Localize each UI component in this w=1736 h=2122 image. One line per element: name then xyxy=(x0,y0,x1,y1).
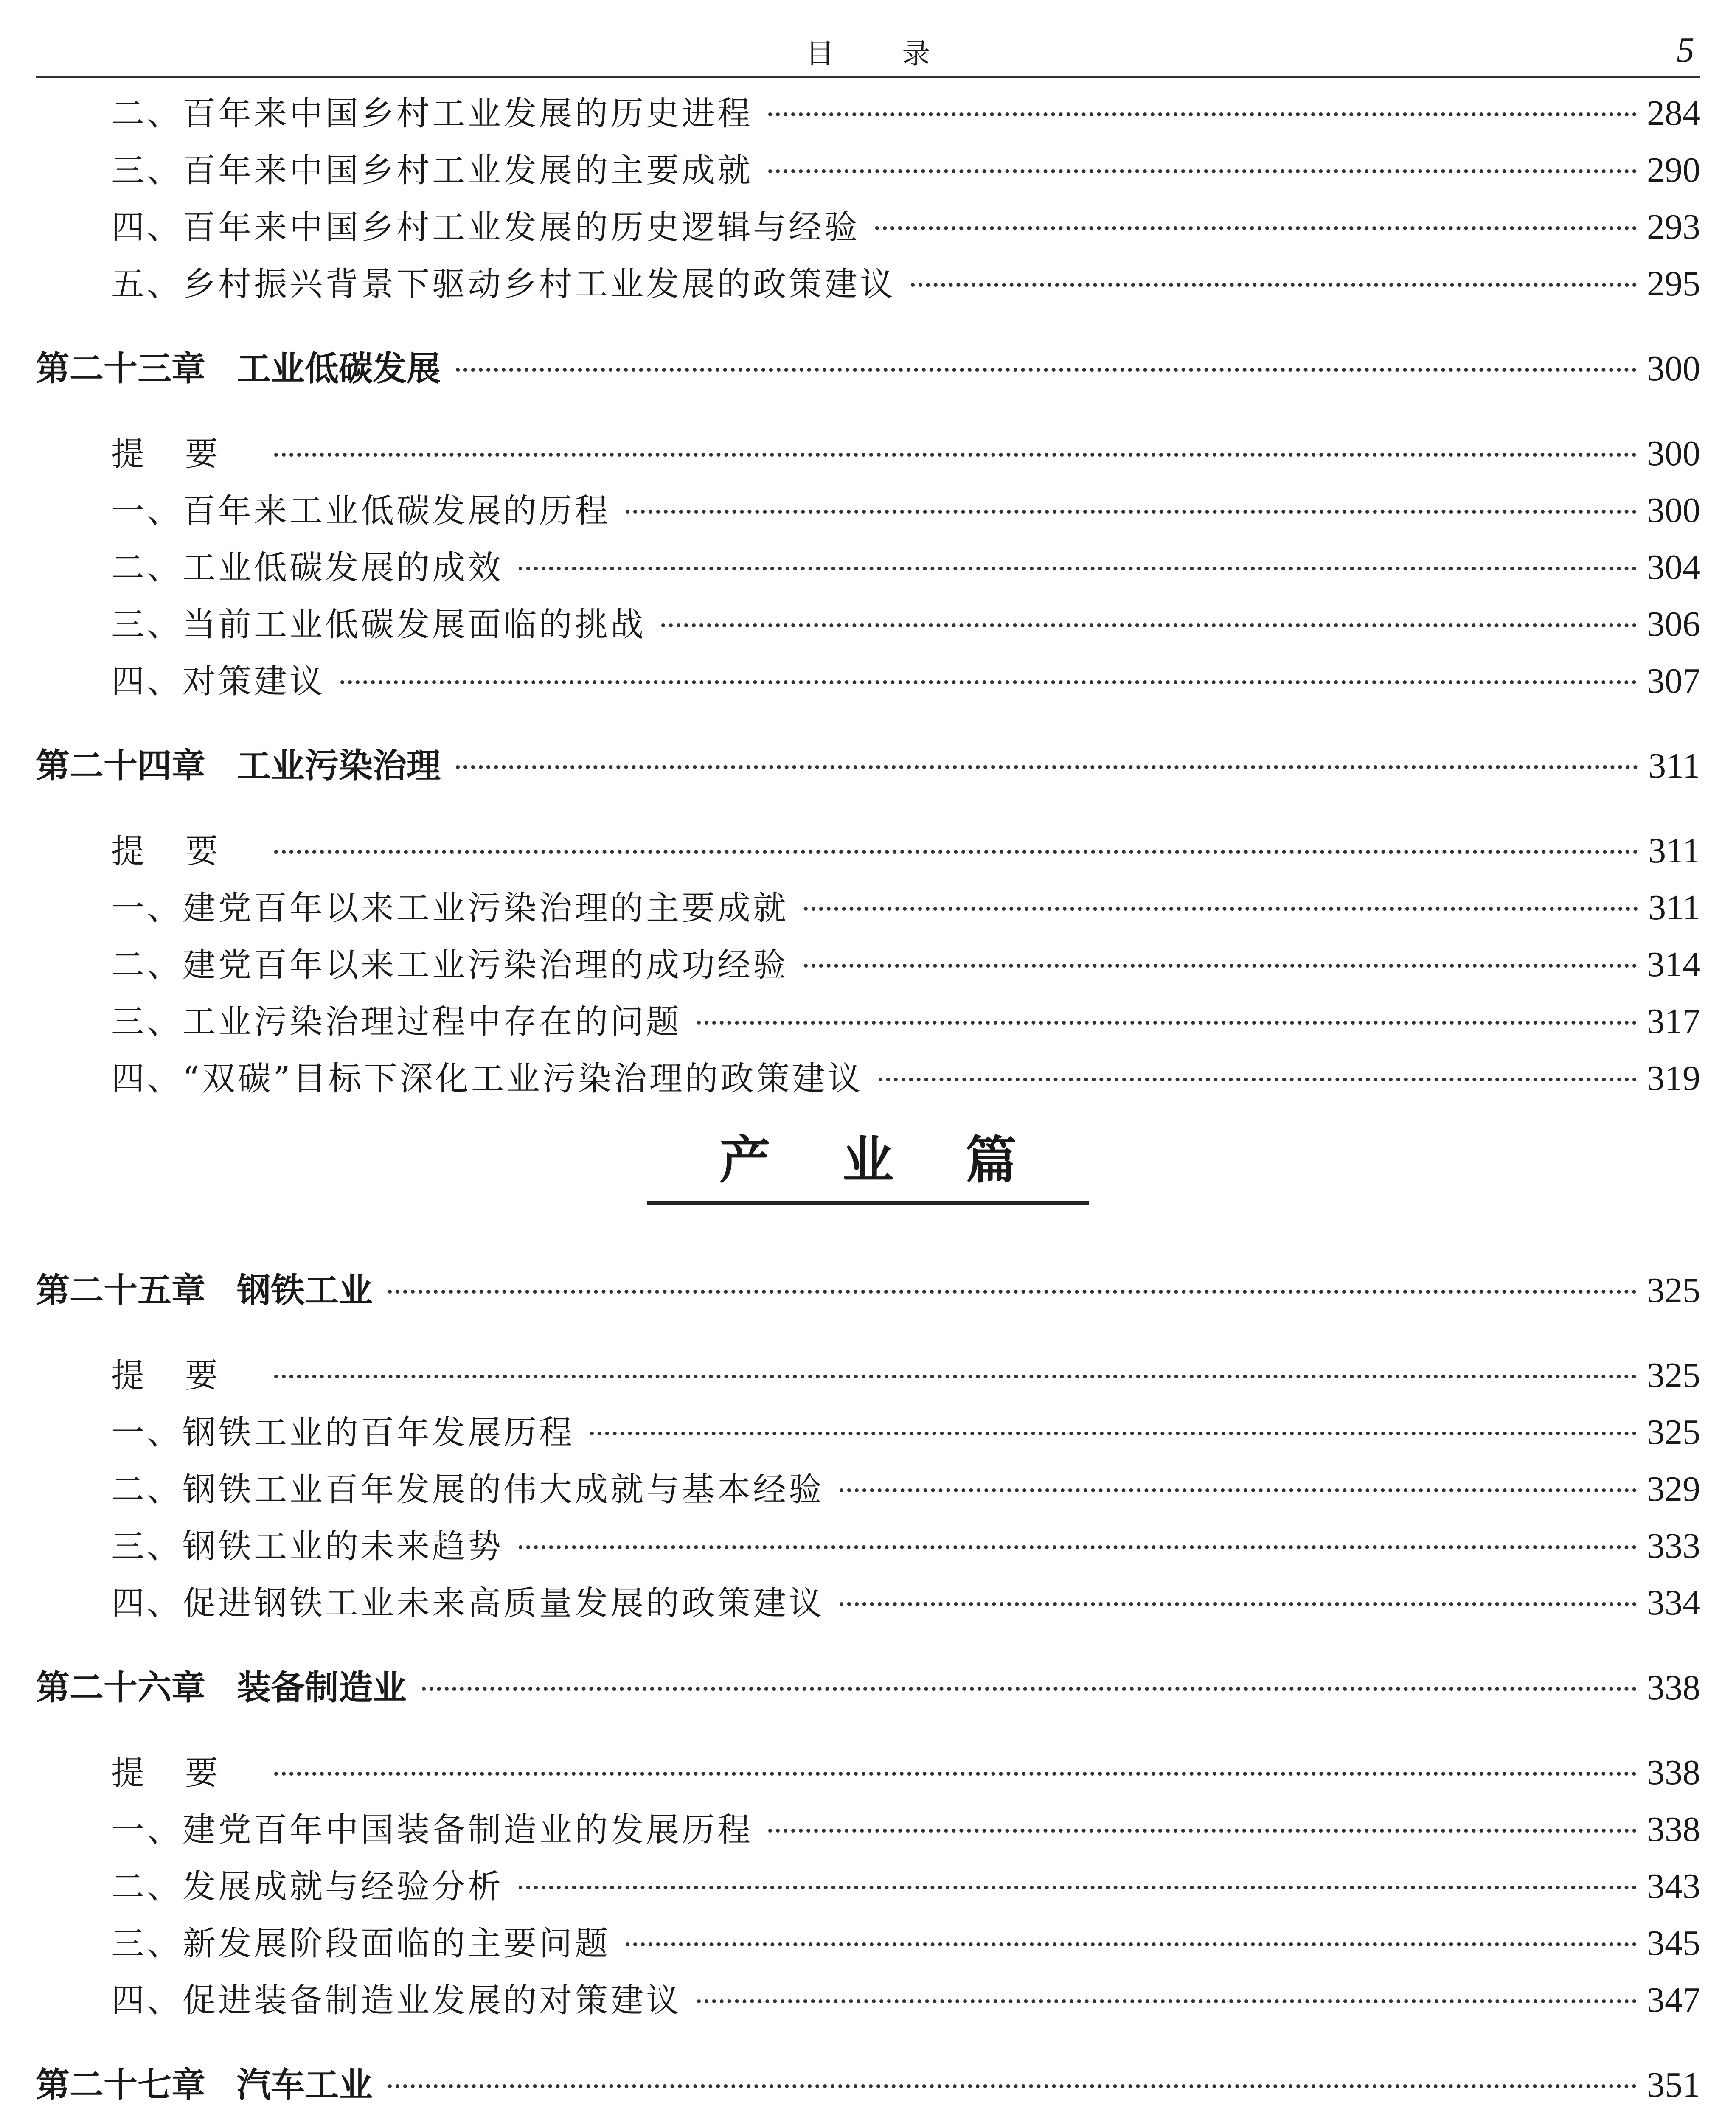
dot-leader xyxy=(456,359,1637,372)
dot-leader xyxy=(626,1934,1637,1946)
toc-section-entry[interactable] xyxy=(36,879,1700,936)
dot-leader xyxy=(697,1991,1637,2003)
table-of-contents xyxy=(36,85,1700,2122)
dot-leader xyxy=(804,955,1637,968)
section-page-number: 300 xyxy=(1647,491,1700,530)
section-page-number: 325 xyxy=(1647,1412,1700,1452)
section-page-number: 319 xyxy=(1647,1058,1700,1098)
running-header xyxy=(36,25,1700,78)
section-page-number: 311 xyxy=(1648,888,1700,927)
section-title: 三、工业污染治理过程中存在的问题 xyxy=(111,1003,682,1041)
section-title: 一、百年来工业低碳发展的历程 xyxy=(111,492,611,530)
chapter-number: 第二十三章 xyxy=(36,349,205,388)
dot-leader xyxy=(422,1679,1637,1691)
toc-chapter-entry[interactable] xyxy=(36,738,1700,794)
section-title: 提要 xyxy=(111,832,259,870)
section-title: 二、钢铁工业百年发展的伟大成就与基本经验 xyxy=(111,1471,825,1509)
toc-section-entry[interactable] xyxy=(36,425,1700,482)
section-page-number: 293 xyxy=(1647,207,1700,247)
dot-leader xyxy=(804,898,1638,911)
section-title: 四、“双碳”目标下深化工业污染治理的政策建议 xyxy=(111,1060,863,1098)
toc-group xyxy=(36,1659,1700,2029)
dot-leader xyxy=(840,1594,1637,1606)
toc-group xyxy=(36,2057,1700,2122)
dot-leader xyxy=(626,501,1637,514)
toc-section-entry[interactable] xyxy=(36,1744,1700,1801)
section-title: 四、对策建议 xyxy=(111,662,326,701)
dot-leader xyxy=(456,757,1638,769)
section-title: 一、建党百年中国装备制造业的发展历程 xyxy=(111,1811,753,1849)
toc-section-entry[interactable] xyxy=(36,255,1700,312)
chapter-page-number: 338 xyxy=(1647,1668,1700,1707)
toc-section-entry[interactable] xyxy=(36,596,1700,653)
dot-leader xyxy=(875,218,1637,230)
toc-section-entry[interactable] xyxy=(36,822,1700,879)
toc-section-entry[interactable] xyxy=(36,1915,1700,1972)
chapter-page-number: 311 xyxy=(1648,746,1700,786)
dot-leader xyxy=(388,2076,1637,2088)
toc-section-entry[interactable] xyxy=(36,1801,1700,1858)
section-page-number: 290 xyxy=(1647,150,1700,190)
section-page-number: 311 xyxy=(1648,831,1700,870)
toc-section-entry[interactable] xyxy=(36,539,1700,596)
dot-leader xyxy=(768,104,1637,116)
toc-group xyxy=(36,85,1700,312)
dot-leader xyxy=(274,1763,1637,1776)
section-title: 二、百年来中国乡村工业发展的历史进程 xyxy=(111,95,753,133)
section-page-number: 325 xyxy=(1647,1356,1700,1395)
toc-group xyxy=(36,1262,1700,1631)
toc-section-entry[interactable] xyxy=(36,1575,1700,1631)
dot-leader xyxy=(340,672,1637,684)
section-title: 三、钢铁工业的未来趋势 xyxy=(111,1527,504,1566)
section-title: 二、建党百年以来工业污染治理的成功经验 xyxy=(111,946,789,984)
toc-section-entry[interactable] xyxy=(36,1972,1700,2029)
section-page-number: 334 xyxy=(1647,1583,1700,1622)
chapter-page-number: 325 xyxy=(1647,1271,1700,1310)
section-title: 三、当前工业低碳发展面临的挑战 xyxy=(111,606,646,644)
chapter-page-number: 351 xyxy=(1647,2065,1700,2105)
section-page-number: 307 xyxy=(1647,661,1700,701)
part-title-text: 产业篇 xyxy=(647,1122,1089,1205)
section-title: 二、工业低碳发展的成效 xyxy=(111,549,504,587)
chapter-number: 第二十七章 xyxy=(36,2065,205,2105)
chapter-label xyxy=(36,1659,407,1716)
section-title: 提要 xyxy=(111,1357,259,1395)
chapter-title: 汽车工业 xyxy=(237,2065,373,2105)
section-title: 三、百年来中国乡村工业发展的主要成就 xyxy=(111,152,753,190)
section-page-number: 295 xyxy=(1647,264,1700,303)
section-title: 一、钢铁工业的百年发展历程 xyxy=(111,1414,575,1452)
dot-leader xyxy=(274,842,1638,854)
toc-section-entry[interactable] xyxy=(36,1404,1700,1461)
dot-leader xyxy=(519,1537,1637,1549)
toc-section-entry[interactable] xyxy=(36,993,1700,1050)
header-page-number: 5 xyxy=(1677,30,1694,70)
section-title: 五、乡村振兴背景下驱动乡村工业发展的政策建议 xyxy=(111,265,896,303)
section-title: 一、建党百年以来工业污染治理的主要成就 xyxy=(111,889,789,927)
section-page-number: 343 xyxy=(1647,1867,1700,1906)
chapter-title: 工业低碳发展 xyxy=(237,349,441,388)
header-title: 目 录 xyxy=(806,37,960,70)
dot-leader xyxy=(274,1366,1637,1378)
toc-section-entry[interactable] xyxy=(36,1050,1700,1107)
dot-leader xyxy=(519,558,1637,570)
toc-section-entry[interactable] xyxy=(36,482,1700,539)
dot-leader xyxy=(840,1480,1637,1492)
section-title: 四、促进装备制造业发展的对策建议 xyxy=(111,1982,682,2020)
toc-section-entry[interactable] xyxy=(36,142,1700,199)
dot-leader xyxy=(519,1877,1637,1889)
dot-leader xyxy=(274,444,1637,457)
dot-leader xyxy=(768,161,1637,173)
toc-chapter-entry[interactable] xyxy=(36,1262,1700,1319)
section-title: 四、促进钢铁工业未来高质量发展的政策建议 xyxy=(111,1584,825,1622)
section-page-number: 306 xyxy=(1647,604,1700,644)
toc-chapter-entry[interactable] xyxy=(36,2057,1700,2114)
part-title xyxy=(36,1107,1700,1234)
chapter-title: 工业污染治理 xyxy=(237,746,441,786)
chapter-label xyxy=(36,2057,373,2114)
toc-chapter-entry[interactable] xyxy=(36,1659,1700,1716)
toc-section-entry[interactable] xyxy=(36,199,1700,255)
dot-leader xyxy=(661,615,1637,627)
section-page-number: 345 xyxy=(1647,1923,1700,1963)
chapter-number: 第二十六章 xyxy=(36,1668,205,1707)
section-page-number: 338 xyxy=(1647,1753,1700,1792)
section-page-number: 304 xyxy=(1647,547,1700,587)
section-title: 提要 xyxy=(111,1754,259,1792)
chapter-label xyxy=(36,1262,373,1319)
chapter-number: 第二十四章 xyxy=(36,746,205,786)
section-page-number: 329 xyxy=(1647,1469,1700,1509)
chapter-title: 装备制造业 xyxy=(237,1668,407,1707)
chapter-number: 第二十五章 xyxy=(36,1271,205,1310)
section-page-number: 338 xyxy=(1647,1810,1700,1849)
chapter-label xyxy=(36,340,441,397)
toc-section-entry[interactable] xyxy=(36,1858,1700,1915)
dot-leader xyxy=(879,1069,1637,1081)
section-page-number: 284 xyxy=(1647,93,1700,133)
chapter-label xyxy=(36,738,441,794)
dot-leader xyxy=(911,275,1637,287)
dot-leader xyxy=(590,1423,1637,1435)
section-title: 三、新发展阶段面临的主要问题 xyxy=(111,1925,611,1963)
section-page-number: 347 xyxy=(1647,1980,1700,2020)
dot-leader xyxy=(697,1012,1637,1025)
chapter-title: 钢铁工业 xyxy=(237,1271,373,1310)
toc-section-entry[interactable] xyxy=(36,85,1700,142)
toc-section-entry[interactable] xyxy=(36,1461,1700,1518)
dot-leader xyxy=(768,1820,1637,1833)
toc-section-entry[interactable] xyxy=(36,653,1700,710)
toc-section-entry[interactable] xyxy=(36,1518,1700,1575)
toc-group xyxy=(36,738,1700,1107)
toc-section-entry[interactable] xyxy=(36,1347,1700,1404)
chapter-page-number: 300 xyxy=(1647,349,1700,388)
section-title: 二、发展成就与经验分析 xyxy=(111,1868,504,1906)
section-title: 四、百年来中国乡村工业发展的历史逻辑与经验 xyxy=(111,208,860,247)
toc-group xyxy=(36,340,1700,710)
section-page-number: 300 xyxy=(1647,434,1700,473)
toc-chapter-entry[interactable] xyxy=(36,340,1700,397)
section-page-number: 314 xyxy=(1647,945,1700,984)
toc-section-entry[interactable] xyxy=(36,936,1700,993)
dot-leader xyxy=(388,1281,1637,1294)
section-title: 提要 xyxy=(111,435,259,473)
section-page-number: 317 xyxy=(1647,1002,1700,1041)
section-page-number: 333 xyxy=(1647,1526,1700,1566)
